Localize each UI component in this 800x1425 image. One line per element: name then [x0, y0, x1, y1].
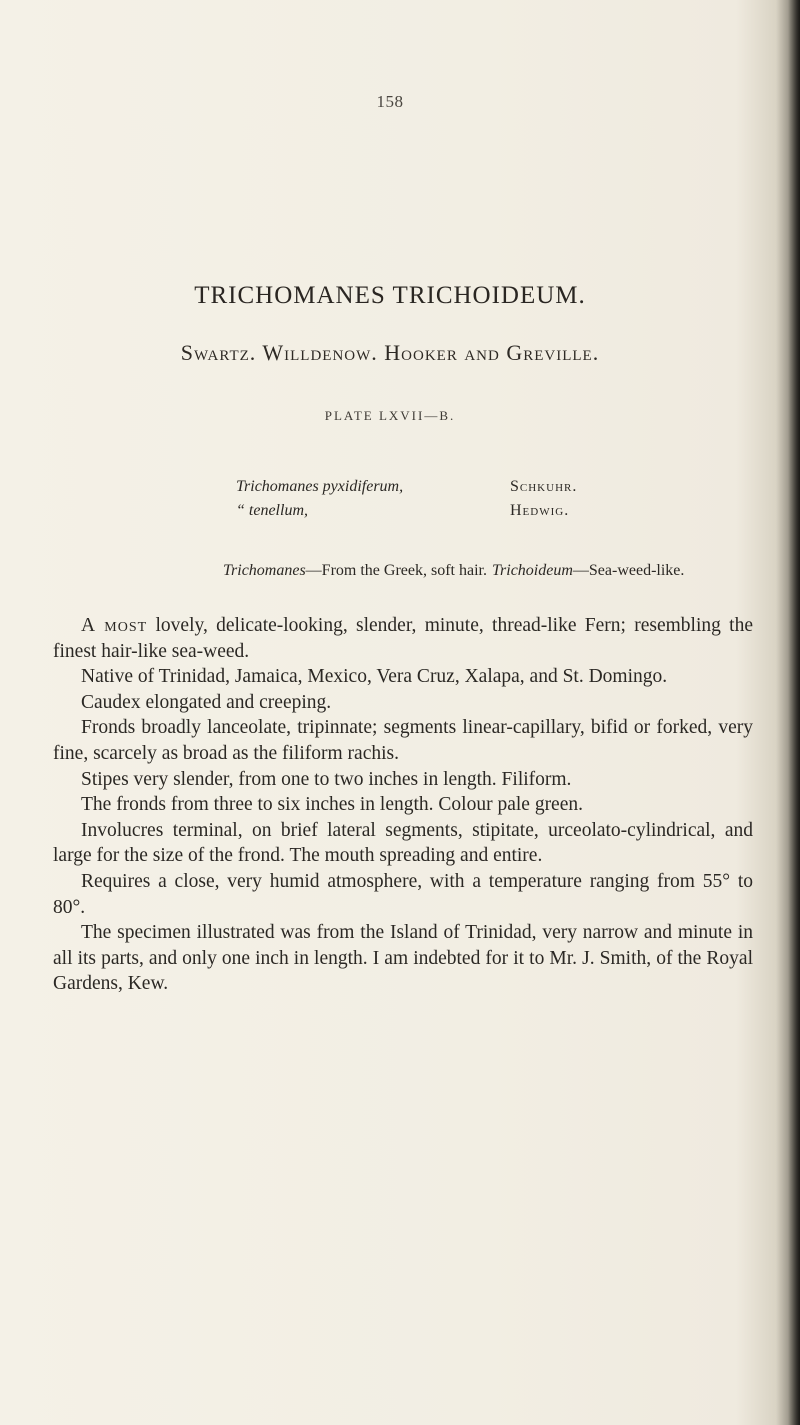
- description-body: [53, 613, 753, 997]
- paragraph: [53, 792, 753, 818]
- page-number: 158: [376, 92, 404, 111]
- page-title: TRICHOMANES TRICHOIDEUM.: [194, 282, 586, 309]
- etymology-genus-term: Trichomanes: [223, 562, 306, 579]
- paragraph-lead: A most: [81, 615, 148, 636]
- etymology-species-term: Trichoideum: [492, 562, 573, 579]
- authors-line: Swartz. Willdenow. Hooker and Greville.: [180, 340, 600, 365]
- paragraph-text: The specimen illustrated was from the Island of Trinidad, very narrow and minute in all its parts, and only one inch in length. I am indebted for it to Mr. J. Smith, of the Royal Gardens, Kew.: [53, 922, 753, 995]
- page-edge-shadow: [788, 0, 800, 1425]
- paragraph: [53, 869, 753, 920]
- synonym-name: Trichomanes pyxidiferum,: [236, 478, 404, 495]
- paragraph-text: Requires a close, very humid atmosphere, with a temperature ranging from 55° to 80°.: [53, 870, 753, 918]
- etymology-species-text: —Sea-weed-like.: [572, 562, 685, 579]
- paragraph: [53, 767, 753, 793]
- paragraph-text: Native of Trinidad, Jamaica, Mexico, Vera Cruz, Xalapa, and St. Domingo.: [81, 666, 668, 688]
- synonym-name: “ tenellum,: [236, 502, 308, 519]
- etymology-genus-text: —From the Greek, soft hair.: [305, 562, 487, 579]
- paragraph-text: Stipes very slender, from one to two inches in length. Filiform.: [81, 768, 572, 790]
- paragraph: [53, 818, 753, 869]
- paragraph-text: Fronds broadly lanceolate, tripinnate; segments linear-capillary, bifid or forked, very fine, scarcely as broad as the filiform rachis.: [53, 717, 753, 764]
- paragraph: [53, 920, 753, 997]
- paragraph-text: Involucres terminal, on brief lateral segments, stipitate, urceolato-cylindrical, and large for the size of the frond. The mouth spreading and entire.: [53, 819, 753, 867]
- paragraph: [53, 664, 753, 690]
- paragraph: [53, 715, 753, 766]
- synonym-author: Schkuhr.: [510, 478, 578, 495]
- paragraph: [53, 690, 753, 716]
- etymology-genus: [223, 562, 487, 580]
- paragraph-text: Caudex elongated and creeping.: [81, 691, 332, 713]
- paragraph-text: The fronds from three to six inches in length. Colour pale green.: [81, 794, 583, 816]
- paragraph-text: lovely, delicate-looking, slender, minute, thread-like Fern; resembling the finest hair-like sea-weed.: [53, 615, 753, 662]
- etymology-species: [492, 562, 684, 580]
- synonym-author: Hedwig.: [510, 502, 570, 519]
- plate-label: PLATE LXVII—B.: [324, 408, 456, 423]
- paragraph: [53, 613, 753, 664]
